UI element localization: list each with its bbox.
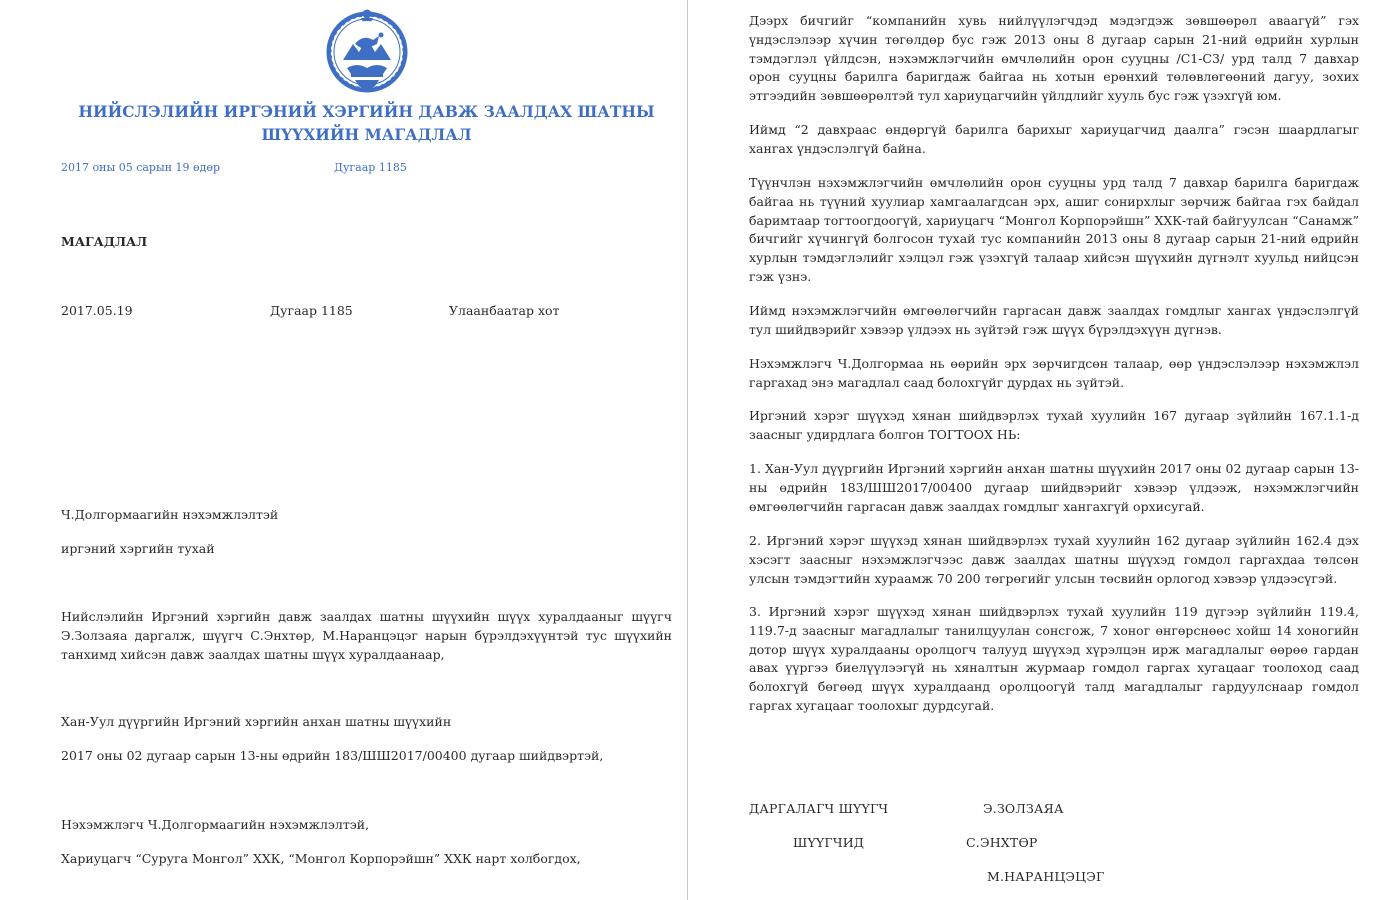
header-number: Дугаар 1185: [334, 161, 407, 174]
paragraph-3: Түүнчлэн нэхэмжлэгчийн өмчлөлийн орон сууцны урд талд 7 давхар барилга баригдаж байгаа нь түүний хуулиар хамгаалагдсан эрх, ашиг сонирхлыг зөрчиж байгаа гэх байдал баримтаар тогтоогдоогүй, хариуцагч “Монгол Корпорэйшн” ХХК-тай байгуулсан “Санамж” бичгийг хүчингүй болгосон тухай тус компанийн 2013 оны 8 дугаар сарын 21-ний өдрийн хурлын тэмдэглэлийг хэлцэл гэж үзэхгүй талаар хийсэн шүүхийн дүгнэлт хуульд нийцсэн гэж үзнэ.: [749, 175, 1359, 284]
paragraph-4: Иймд нэхэмжлэгчийн өмгөөлөгчийн гаргасан давж заалдах гомдлыг хангах үндэслэлгүй тул шийдвэрийг хэвээр үлдээх нь зүйтэй гэж шүүх бүрэлдэхүүн дүгнэв.: [749, 303, 1359, 337]
judge-1-name: С.ЭНХТӨР: [966, 835, 1038, 850]
case-line-2: иргэний хэргийн тухай: [61, 541, 215, 556]
left-page: [0, 0, 687, 900]
paragraph-6: Иргэний хэрэг шүүхэд хянан шийдвэрлэх тухай хуулийн 167 дугаар зүйлийн 167.1.1-д заасныг удирдлага болгон ТОГТООХ НЬ:: [749, 408, 1359, 442]
defendant-line: Хариуцагч “Суруга Монгол” ХХК, “Монгол Корпорэйшн” ХХК нарт холбогдох,: [61, 851, 581, 866]
court-title: НИЙСЛЭЛИЙН ИРГЭНИЙ ХЭРГИЙН ДАВЖ ЗААЛДАХ ШАТНЫ ШҮҮХИЙН МАГАДЛАЛ: [78, 102, 655, 144]
judges-label: ШҮҮГЧИД: [793, 835, 865, 850]
judge-2-name: М.НАРАНЦЭЦЭГ: [987, 869, 1105, 884]
ruling-item-1: 1. Хан-Уул дүүргийн Иргэний хэргийн анхан шатны шүүхийн 2017 оны 02 дугаар сарын 13-ны өдрийн 183/ШШ2017/00400 дугаар шийдвэрийг хэвээр үлдээж, нэхэмжлэгчийн өмгөөлөгчийн гаргасан давж заалдах гомдлыг хангахгүй орхисугай.: [749, 461, 1359, 514]
case-line-1: Ч.Долгормаагийн нэхэмжлэлтэй: [61, 507, 279, 522]
paragraph-2: Иймд “2 давхраас өндөргүй барилга барихыг хариуцагчид даалга” гэсэн шаардлагыг хангах үндэслэлгүй байна.: [749, 122, 1359, 156]
document-heading: МАГАДЛАЛ: [61, 234, 148, 249]
ruling-item-2: 2. Иргэний хэрэг шүүхэд хянан шийдвэрлэх тухай хуулийн 162 дугаар зүйлийн 162.4 дэх хэсэгт заасныг нэхэмжлэгчээс давж заалдах шатны шүүхэд гомдол гаргахдаа төлсөн улсын тэмдэгтийн хураамж 70 200 төгрөгийг улсын төсвийн орлогод хэвээр үлдээсүгэй.: [749, 533, 1359, 586]
plaintiff-line: Нэхэмжлэгч Ч.Долгормаагийн нэхэмжлэлтэй,: [61, 817, 370, 832]
paragraph-1: Дээрх бичгийг “компанийн хувь нийлүүлэгчдэд мэдэгдэж зөвшөөрөл аваагүй” гэх үндэслэлээр хүчин төгөлдөр бус гэж 2013 оны 8 дугаар сарын 21-ний өдрийн хурлын тэмдэглэл үйлдсэн, нэхэмжлэгчийн өмчлөлийн орон сууцны /С1-С3/ урд талд 7 давхар орон сууцны барилга баригдаж байгаа нь хотын ерөнхий төлөвлөгөөний дагуу, зохих этгээдийн зөвшөөрөлтэй тул хариуцагчийн үйлдлийг хууль бус гэж үзэхгүй юм.: [749, 13, 1359, 104]
presiding-judge-name: Э.ЗОЛЗАЯА: [983, 801, 1064, 816]
decision-line: 2017 оны 02 дугаар сарын 13-ны өдрийн 183/ШШ2017/00400 дугаар шийдвэртэй,: [61, 748, 604, 763]
header-date: 2017 оны 05 сарын 19 өдөр: [61, 161, 221, 174]
meta-date: 2017.05.19: [61, 303, 133, 318]
presiding-judge-label: ДАРГАЛАГЧ ШҮҮГЧ: [749, 801, 889, 816]
meta-city: Улаанбаатар хот: [449, 303, 560, 318]
court-line: Хан-Уул дүүргийн Иргэний хэргийн анхан шатны шүүхийн: [61, 714, 452, 729]
intro-paragraph: Нийслэлийн Иргэний хэргийн давж заалдах шатны шүүхийн шүүх хуралдааныг шүүгч Э.Золзаяа даргалж, шүүгч С.Энхтөр, М.Наранцэцэг нарын бүрэлдэхүүнтэй тус шүүхийн танхимд хийсэн давж заалдах шатны шүүх хуралдаанаар,: [61, 609, 672, 662]
right-page: [688, 0, 1400, 900]
ruling-item-3: 3. Иргэний хэрэг шүүхэд хянан шийдвэрлэх тухай хуулийн 119 дүгээр зүйлийн 119.4, 119.7-д заасныг магадлалыг танилцуулан сонсгож, 7 хоног өнгөрснөөс хойш 14 хоногийн дотор шүүх хуралдааны оролцогч талууд шүүхэд хүрэлцэн ирж магадлалыг өөрөө гардан авах үүргээ биелүүлээгүй нь хяналтын журмаар гомдол гаргах хугацааг тоолоход саад болохгүй бөгөөд шүүх хуралдаанд оролцоогүй талд магадлалыг гардуулснаар гомдол гаргах хугацааг тоолохыг дурдсугай.: [749, 604, 1359, 713]
paragraph-5: Нэхэмжлэгч Ч.Долгормаа нь өөрийн эрх зөрчигдсөн талаар, өөр үндэслэлээр нэхэмжлэл гаргахад энэ магадлал саад болохгүйг дурдах нь зүйтэй.: [749, 356, 1359, 390]
meta-number: Дугаар 1185: [270, 303, 353, 318]
mongolia-state-emblem-icon: [325, 4, 409, 96]
